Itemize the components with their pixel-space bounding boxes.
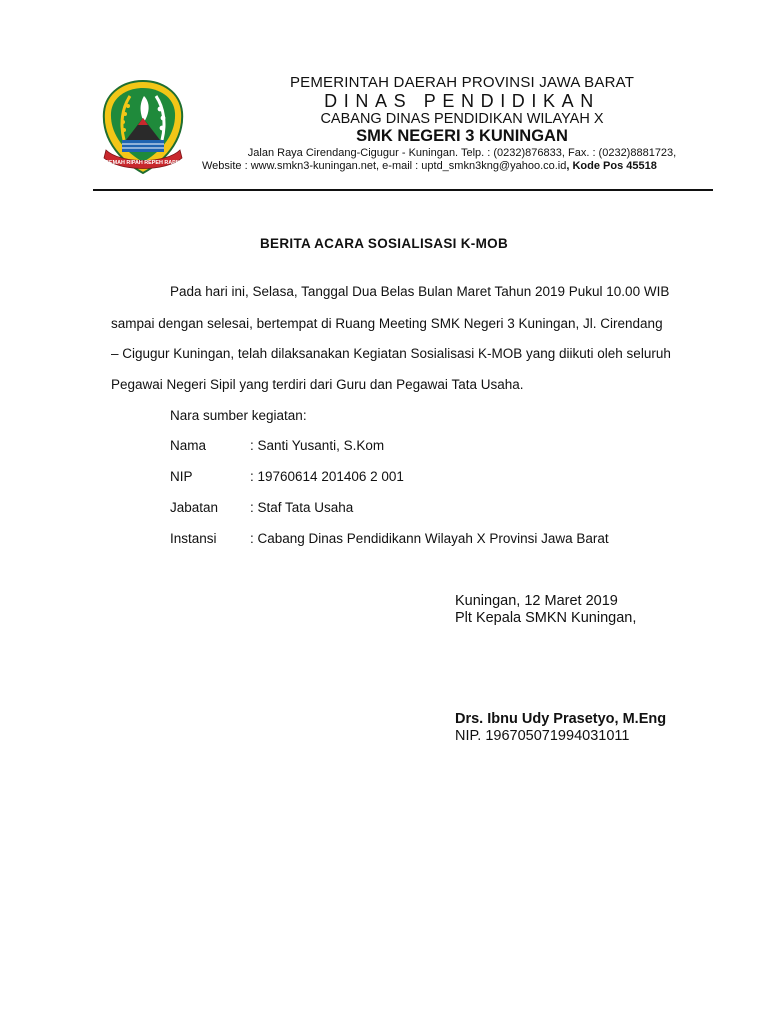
field-value-instansi: : Cabang Dinas Pendidikann Wilayah X Provinsi Jawa Barat (250, 531, 609, 546)
field-label-jabatan: Jabatan (170, 500, 219, 515)
speaker-heading: Nara sumber kegiatan: (170, 408, 307, 423)
field-label-nama: Nama (170, 438, 207, 453)
gov-header-line: PEMERINTAH DAERAH PROVINSI JAWA BARAT (289, 74, 635, 91)
postcode-text: , Kode Pos 45518 (566, 160, 657, 172)
branch-office-line: CABANG DINAS PENDIDIKAN WILAYAH X (320, 111, 604, 127)
west-java-emblem-logo (100, 78, 186, 176)
paragraph-line: Pegawai Negeri Sipil yang terdiri dari Guru dan Pegawai Tata Usaha. (111, 377, 524, 392)
svg-text:GEMAH RIPAH REPEH RAPIH: GEMAH RIPAH REPEH RAPIH (104, 160, 182, 166)
contact-line (202, 160, 657, 172)
document-title: BERITA ACARA SOSIALISASI K-MOB (260, 236, 508, 251)
signature-place-date: Kuningan, 12 Maret 2019 (455, 593, 618, 609)
field-value-nama: : Santi Yusanti, S.Kom (250, 438, 385, 453)
letterhead-divider (93, 189, 713, 191)
field-value-jabatan: : Staf Tata Usaha (250, 500, 354, 515)
paragraph-line: Pada hari ini, Selasa, Tanggal Dua Belas Bulan Maret Tahun 2019 Pukul 10.00 WIB (170, 284, 670, 299)
school-name: SMK NEGERI 3 KUNINGAN (356, 127, 568, 145)
paragraph-line: sampai dengan selesai, bertempat di Ruang Meeting SMK Negeri 3 Kuningan, Jl. Cirendang (111, 316, 663, 331)
signatory-name: Drs. Ibnu Udy Prasetyo, M.Eng (455, 711, 667, 727)
agency-name: DINAS PENDIDIKAN (324, 91, 600, 111)
field-value-nip: : 19760614 201406 2 001 (250, 469, 404, 484)
field-label-instansi: Instansi (170, 531, 217, 546)
address-line: Jalan Raya Cirendang-Cigugur - Kuningan. Telp. : (0232)876833, Fax. : (0232)8881723, (247, 147, 677, 159)
signature-position: Plt Kepala SMKN Kuningan, (455, 610, 637, 626)
field-label-nip: NIP (170, 469, 193, 484)
website-email-text: Website : www.smkn3-kuningan.net, e-mail : uptd_smkn3kng@yahoo.co.id (202, 160, 567, 172)
signatory-nip: NIP. 196705071994031011 (455, 728, 630, 744)
paragraph-line: – Cigugur Kuningan, telah dilaksanakan Kegiatan Sosialisasi K-MOB yang diikuti oleh seluruh (111, 346, 671, 361)
